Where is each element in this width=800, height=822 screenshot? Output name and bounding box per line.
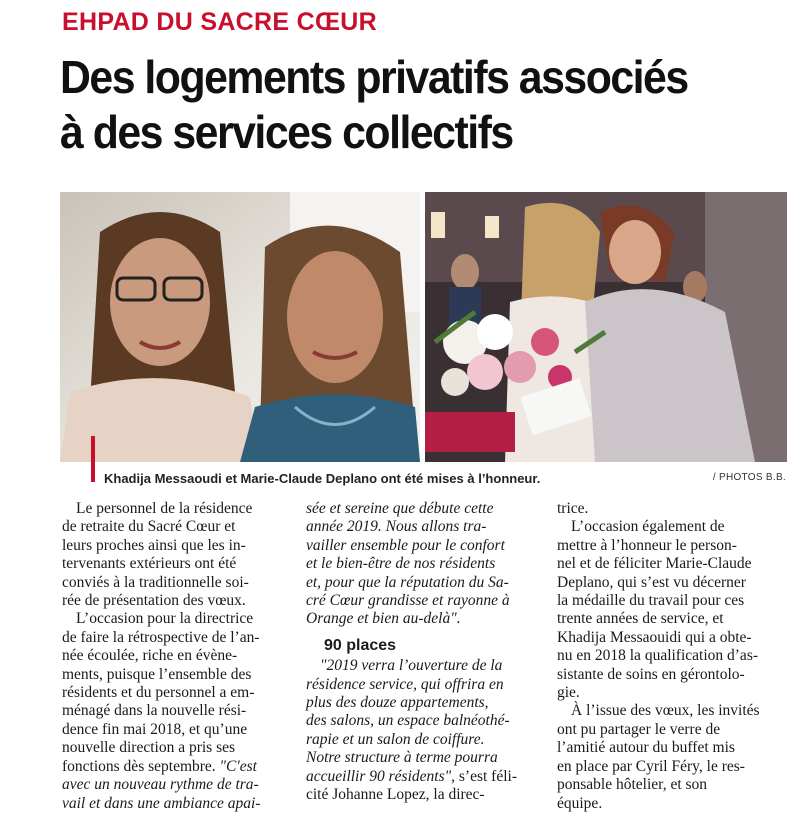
text-line: en place par Cyril Féry, le res- (557, 757, 745, 775)
text-line: Deplano, qui s’est vu décerner (557, 573, 746, 591)
text-line: tervenants extérieurs ont été (62, 555, 237, 573)
headline (60, 50, 744, 160)
text-line: des salons, un espace balnéothé- (306, 712, 510, 730)
text-line: née écoulée, riche en évène- (62, 647, 238, 665)
text-line: plus des douze appartements, (306, 694, 489, 712)
text-line: résidents et du personnel a em- (62, 684, 255, 702)
text-line: mettre à l’honneur le person- (557, 536, 737, 554)
text-line: vailler ensemble pour le confort (306, 536, 505, 554)
quote-fragment: "C'est (219, 757, 257, 775)
text-line: Le personnel de la résidence (76, 500, 253, 517)
text-line: Khadija Messaouidi qui a obte- (557, 628, 752, 646)
text-line: Orange et bien au-delà". (306, 610, 461, 628)
text-line: ont pu partager le verre de (557, 720, 721, 738)
text-line: cité Johanne Lopez, la direc- (306, 786, 485, 804)
text-line: nouvelle direction a pris ses (62, 739, 236, 757)
text-line: l’amitié autour du buffet mis (557, 739, 735, 757)
text-fragment: , s’est féli- (451, 767, 517, 785)
article-column-3 (557, 500, 789, 813)
text-line: nel et de féliciter Marie-Claude (557, 555, 752, 573)
article-column-1 (62, 500, 288, 813)
text-line: année 2019. Nous allons tra- (306, 518, 487, 536)
text-line: avec un nouveau rythme de tra- (62, 776, 259, 794)
text-line: sistante de soins en gérontolo- (557, 665, 745, 683)
text-line: dence fin mai 2018, et qu’une (62, 720, 248, 738)
photo-portraits (60, 192, 420, 462)
text-line: nu en 2018 la qualification d’as- (557, 647, 759, 665)
text-line: de faire la rétrospective de l’an- (62, 628, 260, 646)
text-line: gie. (557, 684, 580, 702)
text-line: équipe. (557, 794, 603, 812)
text-line (306, 768, 540, 786)
text-line: Notre structure à terme pourra (306, 749, 498, 767)
text-line: ménagé dans la nouvelle rési- (62, 702, 247, 720)
headline-line-2: à des services collectifs (60, 106, 513, 158)
caption-accent-bar (91, 436, 95, 482)
photo-bouquet (425, 192, 787, 462)
photo-credit: / PHOTOS B.B. (712, 472, 786, 483)
text-line: ments, puisque l’ensemble des (62, 665, 252, 683)
text-line: rapie et un salon de coiffure. (306, 730, 485, 748)
text-line: leurs proches ainsi que les in- (62, 536, 246, 554)
text-line: cré Cœur grandisse et rayonne à (306, 592, 510, 610)
text-line: de retraite du Sacré Cœur et (62, 518, 236, 536)
text-line: "2019 verra l’ouverture de la (320, 657, 503, 675)
text-line: rée de présentation des vœux. (62, 592, 246, 610)
subheading: 90 places (324, 636, 397, 654)
text-line (62, 758, 288, 776)
text-line: L’occasion pour la directrice (76, 610, 254, 628)
article-column-2 (306, 500, 540, 805)
text-fragment: fonctions dès septembre. (62, 757, 216, 775)
text-line: la médaille du travail pour ces (557, 592, 745, 610)
headline-line-1: Des logements privatifs associés (60, 51, 688, 103)
text-line: trente années de service, et (557, 610, 724, 628)
photo-caption: Khadija Messaoudi et Marie-Claude Deplano ont été mises à l’honneur. (104, 471, 541, 486)
text-line: conviés à la traditionnelle soi- (62, 573, 249, 591)
quote-fragment: accueillir 90 résidents" (306, 767, 452, 785)
text-line: sée et sereine que débute cette (306, 500, 494, 517)
text-line: L’occasion également de (571, 518, 725, 536)
text-line: et le bien-être de nos résidents (306, 555, 496, 573)
text-line: et, pour que la réputation du Sa- (306, 573, 509, 591)
text-line: vail et dans une ambiance apai- (62, 794, 261, 812)
section-kicker: EHPAD DU SACRE CŒUR (62, 8, 377, 36)
text-line: résidence service, qui offrira en (306, 675, 504, 693)
text-line: trice. (557, 500, 589, 517)
text-line: À l’issue des vœux, les invités (571, 702, 760, 720)
text-line: ponsable hôtelier, et son (557, 776, 708, 794)
